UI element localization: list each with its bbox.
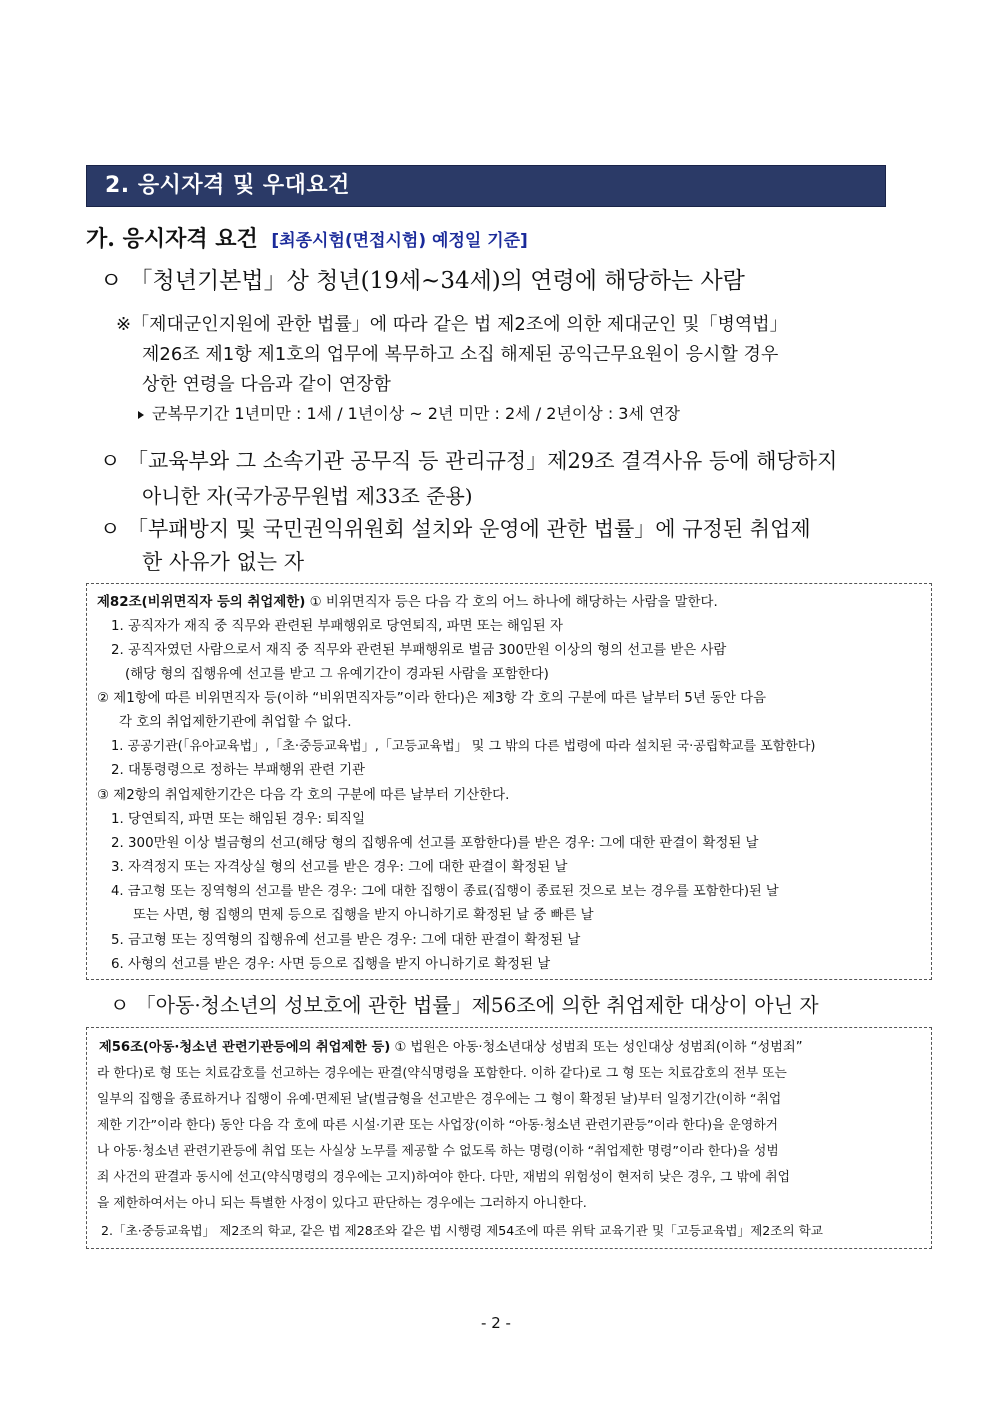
remark-bullet [138, 401, 680, 424]
page-number: - 2 - [481, 1314, 511, 1332]
box1-line: 2. 300만원 이상 벌금형의 선고(해당 형의 집행유예 선고를 포함한다)를 받은 경우: 그에 대한 판결이 확정된 날 [111, 836, 759, 851]
item-2-line-1: ㅇ 「교육부와 그 소속기관 공무직 등 관리규정」제29조 결격사유 등에 해당하지 [100, 449, 838, 473]
remark-line-3: 상한 연령을 다음과 같이 연장함 [142, 374, 391, 395]
box2-title: 제56조(아동·청소년 관련기관등에의 취업제한 등) [99, 1040, 391, 1055]
item-1: ㅇ 「청년기본법」상 청년(19세~34세)의 연령에 해당하는 사람 [100, 268, 745, 294]
box2-line: 을 제한하여서는 아니 되는 특별한 사정이 있다고 판단하는 경우에는 그러하지 아니한다. [97, 1196, 587, 1211]
box1-line: 1. 당연퇴직, 파면 또는 해임된 경우: 퇴직일 [111, 812, 366, 827]
box1-line: 3. 자격정지 또는 자격상실 형의 선고를 받은 경우: 그에 대한 판결이 확정된 날 [111, 860, 568, 875]
box1-line: ③ 제2항의 취업제한기간은 다음 각 호의 구분에 따른 날부터 기산한다. [97, 788, 510, 803]
box2-line: 2.「초·중등교육법」 제2조의 학교, 같은 법 제28조와 같은 법 시행령 제54조에 따른 위탁 교육기관 및「고등교육법」제2조의 학교 [101, 1223, 823, 1238]
law-box-article-82 [86, 583, 932, 980]
box1-title: 제82조(비위면직자 등의 취업제한) [97, 595, 306, 610]
remark-line-2: 제26조 제1항 제1호의 업무에 복무하고 소집 해제된 공익근무요원이 응시할 경우 [142, 344, 779, 365]
remark-line-1: ※「제대군인지원에 관한 법률」에 따라 같은 법 제2조에 의한 제대군인 및「병역법」 [116, 314, 788, 335]
box2-line: ① 법원은 아동·청소년대상 성범죄 또는 성인대상 성범죄(이하 “성범죄” [394, 1040, 803, 1055]
item-3-line-2: 한 사유가 없는 자 [142, 550, 305, 574]
box2-first-line [99, 1036, 803, 1055]
triangle-bullet-icon [138, 411, 144, 419]
box1-line: 각 호의 취업제한기관에 취업할 수 없다. [119, 715, 352, 730]
remark-bullet-text: 군복무기간 1년미만 : 1세 / 1년이상 ~ 2년 미만 : 2세 / 2년이상 : 3세 연장 [152, 404, 680, 423]
box2-line: 라 한다)로 형 또는 치료감호를 선고하는 경우에는 판결(약식명령을 포함한다. 이하 같다)로 그 형 또는 치료감호의 전부 또는 [97, 1066, 787, 1081]
box2-line: 제한 기간”이라 한다) 동안 다음 각 호에 따른 시설·기관 또는 사업장(이하 “아동·청소년 관련기관등”이라 한다)을 운영하거 [97, 1118, 778, 1133]
box1-line: 1. 공공기관(「유아교육법」,「초·중등교육법」,「고등교육법」 및 그 밖의 다른 법령에 따라 설치된 국·공립학교를 포함한다) [111, 739, 816, 754]
box1-first-line [97, 591, 718, 610]
box1-line: 2. 공직자였던 사람으로서 재직 중 직무와 관련된 부패행위로 벌금 300만원 이상의 형의 선고를 받은 사람 [111, 643, 727, 658]
box1-line: 또는 사면, 형 집행의 면제 등으로 집행을 받지 아니하기로 확정된 날 중 빠른 날 [133, 908, 594, 923]
box1-line: (해당 형의 집행유예 선고를 받고 그 유예기간이 경과된 사람을 포함한다) [125, 667, 549, 682]
item-4: ㅇ 「아동·청소년의 성보호에 관한 법률」제56조에 의한 취업제한 대상이 아닌 자 [110, 993, 819, 1017]
box1-line: 4. 금고형 또는 징역형의 선고를 받은 경우: 그에 대한 집행이 종료(집행이 종료된 것으로 보는 경우를 포함한다)된 날 [111, 884, 779, 899]
box1-line: 2. 대통령령으로 정하는 부패행위 관련 기관 [111, 763, 365, 778]
item-3-line-1: ㅇ 「부패방지 및 국민권익위원회 설치와 운영에 관한 법률」에 규정된 취업제 [100, 517, 811, 541]
subsection-note: [최종시험(면접시험) 예정일 기준] [271, 231, 528, 251]
law-box-article-56 [86, 1027, 932, 1249]
box1-line: 5. 금고형 또는 징역형의 집행유예 선고를 받은 경우: 그에 대한 판결이 확정된 날 [111, 933, 581, 948]
box2-line: 죄 사건의 판결과 동시에 선고(약식명령의 경우에는 고지)하여야 한다. 다만, 재범의 위험성이 현저히 낮은 경우, 그 밖에 취업 [97, 1170, 791, 1185]
box1-line: 6. 사형의 선고를 받은 경우: 사면 등으로 집행을 받지 아니하기로 확정된 날 [111, 957, 551, 972]
box1-line: ② 제1항에 따른 비위면직자 등(이하 “비위면직자등”이라 한다)은 제3항 각 호의 구분에 따른 날부터 5년 동안 다음 [97, 691, 767, 706]
item-2-line-2: 아니한 자(국가공무원법 제33조 준용) [142, 484, 473, 508]
box1-line: 1. 공직자가 재직 중 직무와 관련된 부패행위로 당연퇴직, 파면 또는 해임된 자 [111, 619, 563, 634]
section-title: 2. 응시자격 및 우대요건 [86, 165, 886, 207]
box1-line: ① 비위면직자 등은 다음 각 호의 어느 하나에 해당하는 사람을 말한다. [309, 595, 718, 610]
box2-line: 나 아동·청소년 관련기관등에 취업 또는 사실상 노무를 제공할 수 없도록 하는 명령(이하 “취업제한 명령”이라 한다)을 성범 [97, 1144, 779, 1159]
subsection-title: 가. 응시자격 요건 [86, 226, 258, 252]
box2-line: 일부의 집행을 종료하거나 집행이 유예·면제된 날(벌금형을 선고받은 경우에는 그 형이 확정된 날)부터 일정기간(이하 “취업 [97, 1092, 782, 1107]
subsection-heading [86, 222, 528, 253]
